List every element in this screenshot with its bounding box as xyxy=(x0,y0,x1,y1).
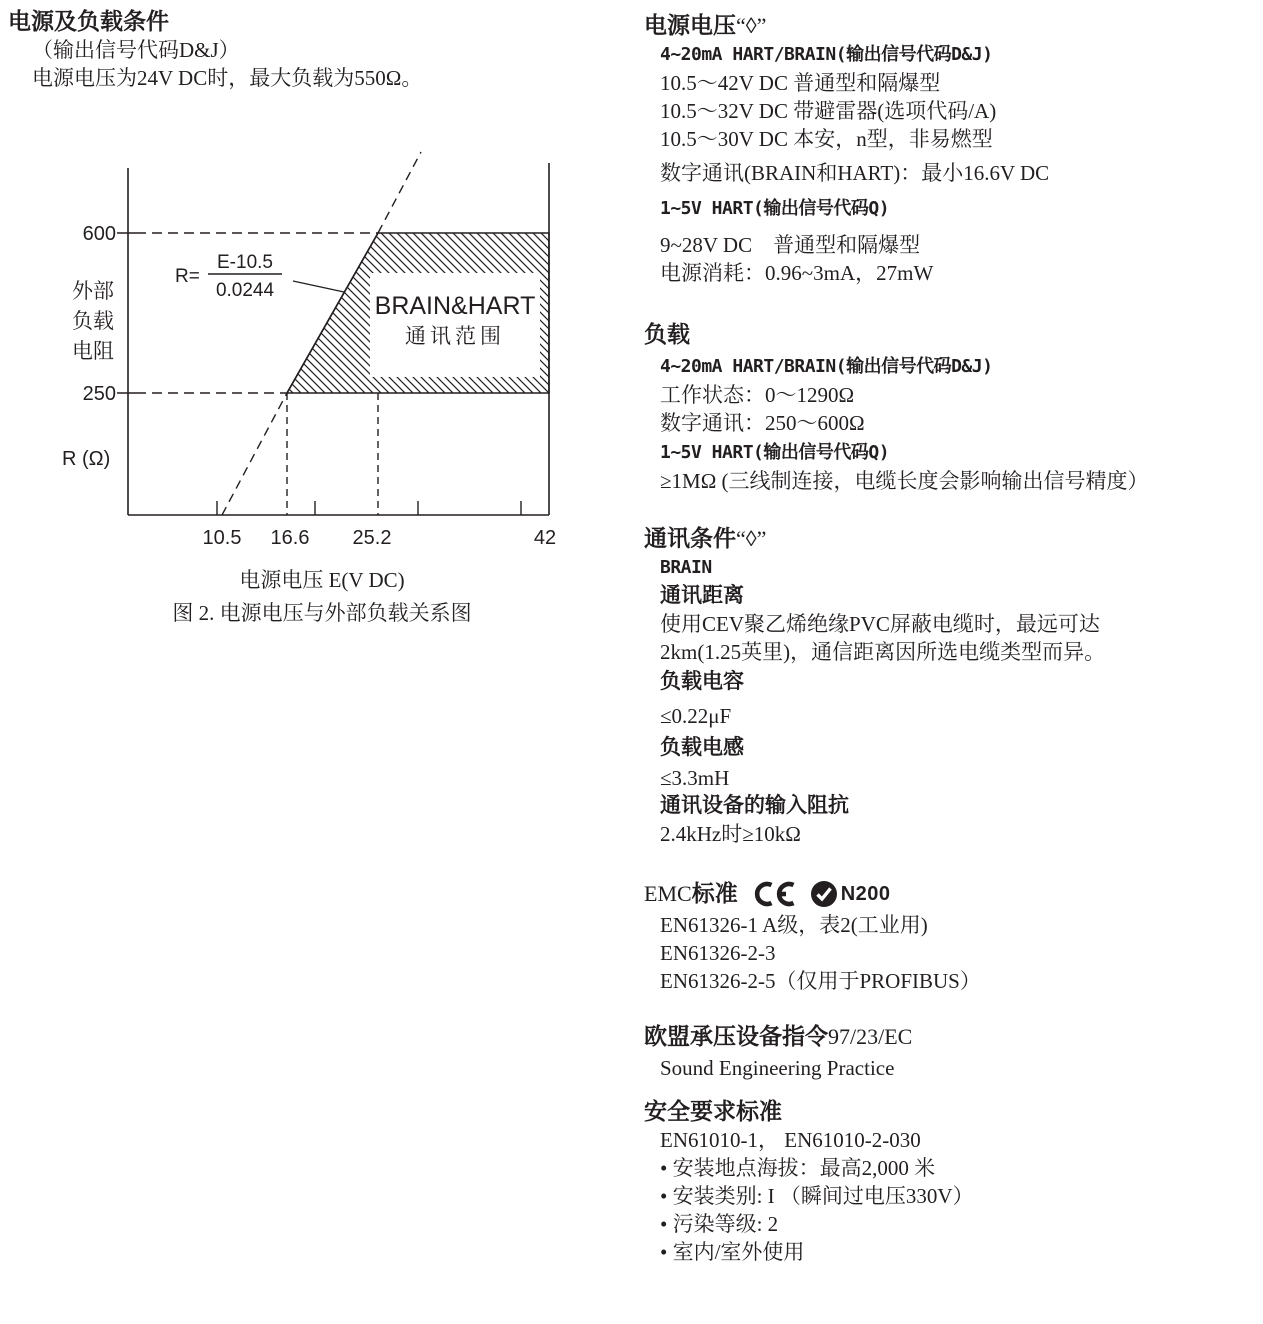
spec-line: 数字通讯：250～600Ω xyxy=(660,411,865,435)
load-line-dashed-upper xyxy=(378,152,421,233)
spec-subtitle: 负载电容 xyxy=(660,670,744,693)
y-tick-250-label: 250 xyxy=(82,383,116,405)
heading-text xyxy=(644,878,738,909)
section-heading-ped xyxy=(644,1021,1258,1052)
figure-caption: 图 2. 电源电压与外部负载关系图 xyxy=(172,601,472,625)
section-heading-emc xyxy=(644,878,1258,909)
spec-subtitle: 通讯距离 xyxy=(660,584,744,607)
spec-line: ≤0.22μF xyxy=(660,704,732,728)
formula-denominator: 0.0244 xyxy=(215,280,275,301)
rcm-mark xyxy=(810,879,891,909)
spec-line: 2km(1.25英里)，通信距离因所选电缆类型而异。 xyxy=(660,640,1106,664)
spec-line: 工作状态：0～1290Ω xyxy=(660,383,855,407)
spec-line: 9~28V DC 普通型和隔爆型 xyxy=(660,233,921,257)
rcm-code-label: N200 xyxy=(840,882,891,905)
heading-cjk: 标准 xyxy=(691,880,738,906)
region-label-line1: BRAIN&HART xyxy=(374,292,536,320)
heading-suffix: “◊” xyxy=(736,526,767,551)
section-heading-load xyxy=(644,319,1258,349)
spec-line: EN61326-2-5（仅用于PROFIBUS） xyxy=(660,969,981,993)
right-column xyxy=(644,10,1258,1266)
subheading-brain: BRAIN xyxy=(660,557,712,578)
figure-2 xyxy=(0,140,600,630)
spec-line: ≤3.3mH xyxy=(660,766,730,790)
subheading-4-20ma: 4~20mA HART/BRAIN(输出信号代码D&J) xyxy=(660,356,993,377)
x-tick-label-42: 42 xyxy=(533,527,557,549)
c-tick-icon xyxy=(810,880,838,908)
bullet-line: • 室内/室外使用 xyxy=(660,1240,805,1264)
heading-text: 欧盟承压设备指令 xyxy=(644,1023,828,1049)
section-heading-safety xyxy=(644,1096,1258,1126)
spec-line: ≥1MΩ (三线制连接，电缆长度会影响输出信号精度） xyxy=(660,469,1149,493)
heading-text: 负载 xyxy=(644,321,690,347)
left-intro-text: 电源电压为24V DC时，最大负载为550Ω。 xyxy=(32,66,423,90)
y-tick-600-label: 600 xyxy=(82,223,116,245)
ce-mark-icon xyxy=(752,880,796,908)
left-column xyxy=(8,6,632,92)
region-label-line2: 通讯范围 xyxy=(405,324,505,348)
x-tick-label-10-5: 10.5 xyxy=(202,527,242,549)
subheading-4-20ma: 4~20mA HART/BRAIN(输出信号代码D&J) xyxy=(660,44,993,65)
formula-leader-line xyxy=(293,281,344,292)
spec-line: 电源消耗：0.96~3mA，27mW xyxy=(660,261,934,285)
heading-text: 通讯条件 xyxy=(644,525,736,551)
spec-line: 数字通讯(BRAIN和HART)：最小16.6V DC xyxy=(660,161,1050,185)
spec-line: 10.5～32V DC 带避雷器(选项代码/A) xyxy=(660,99,997,123)
formula-numerator: E-10.5 xyxy=(217,252,273,273)
heading-suffix: 97/23/EC xyxy=(828,1024,913,1049)
y-axis-label-line1: 外部 xyxy=(72,279,114,303)
heading-text: 安全要求标准 xyxy=(644,1098,782,1124)
spec-line: EN61010-1， EN61010-2-030 xyxy=(660,1128,921,1152)
spec-line: 使用CEV聚乙烯绝缘PVC屏蔽电缆时，最远可达 xyxy=(660,612,1100,636)
left-subtitle: （输出信号代码D&J） xyxy=(32,38,240,62)
subheading-1-5v: 1~5V HART(输出信号代码Q) xyxy=(660,198,890,219)
bullet-line: • 安装类别: I （瞬间过电压330V） xyxy=(660,1184,974,1208)
heading-prefix: EMC xyxy=(644,881,692,906)
supply-voltage-load-chart xyxy=(0,140,600,630)
spec-line: EN61326-2-3 xyxy=(660,941,776,965)
spec-line: 10.5～30V DC 本安，n型，非易燃型 xyxy=(660,127,993,151)
x-tick-label-16-6: 16.6 xyxy=(270,527,310,549)
left-section-title: 电源及负载条件 xyxy=(8,8,169,34)
heading-suffix: “◊” xyxy=(736,13,767,38)
spec-subtitle: 通讯设备的输入阻抗 xyxy=(660,794,849,817)
spec-line: 2.4kHz时≥10kΩ xyxy=(660,822,801,846)
formula-lhs: R= xyxy=(175,266,200,287)
x-axis-title: 电源电压 E(V DC) xyxy=(239,568,405,592)
heading-text: 电源电压 xyxy=(644,12,736,38)
section-heading-communication xyxy=(644,523,1258,554)
y-axis-label-line3: 电阻 xyxy=(72,339,114,363)
spec-line: Sound Engineering Practice xyxy=(660,1056,895,1080)
spec-subtitle: 负载电感 xyxy=(660,736,744,759)
section-heading-supply-voltage xyxy=(644,10,1258,41)
bullet-line: • 污染等级: 2 xyxy=(660,1212,779,1236)
spec-line: EN61326-1 A级，表2(工业用) xyxy=(660,913,928,937)
y-axis-unit-label: R (Ω) xyxy=(62,448,111,470)
y-axis-label-line2: 负载 xyxy=(72,309,114,333)
bullet-line: • 安装地点海拔：最高2,000 米 xyxy=(660,1156,936,1180)
subheading-1-5v: 1~5V HART(输出信号代码Q) xyxy=(660,442,890,463)
x-tick-label-25-2: 25.2 xyxy=(352,527,392,549)
spec-line: 10.5～42V DC 普通型和隔爆型 xyxy=(660,71,941,95)
load-line-dashed-lower xyxy=(222,393,287,515)
